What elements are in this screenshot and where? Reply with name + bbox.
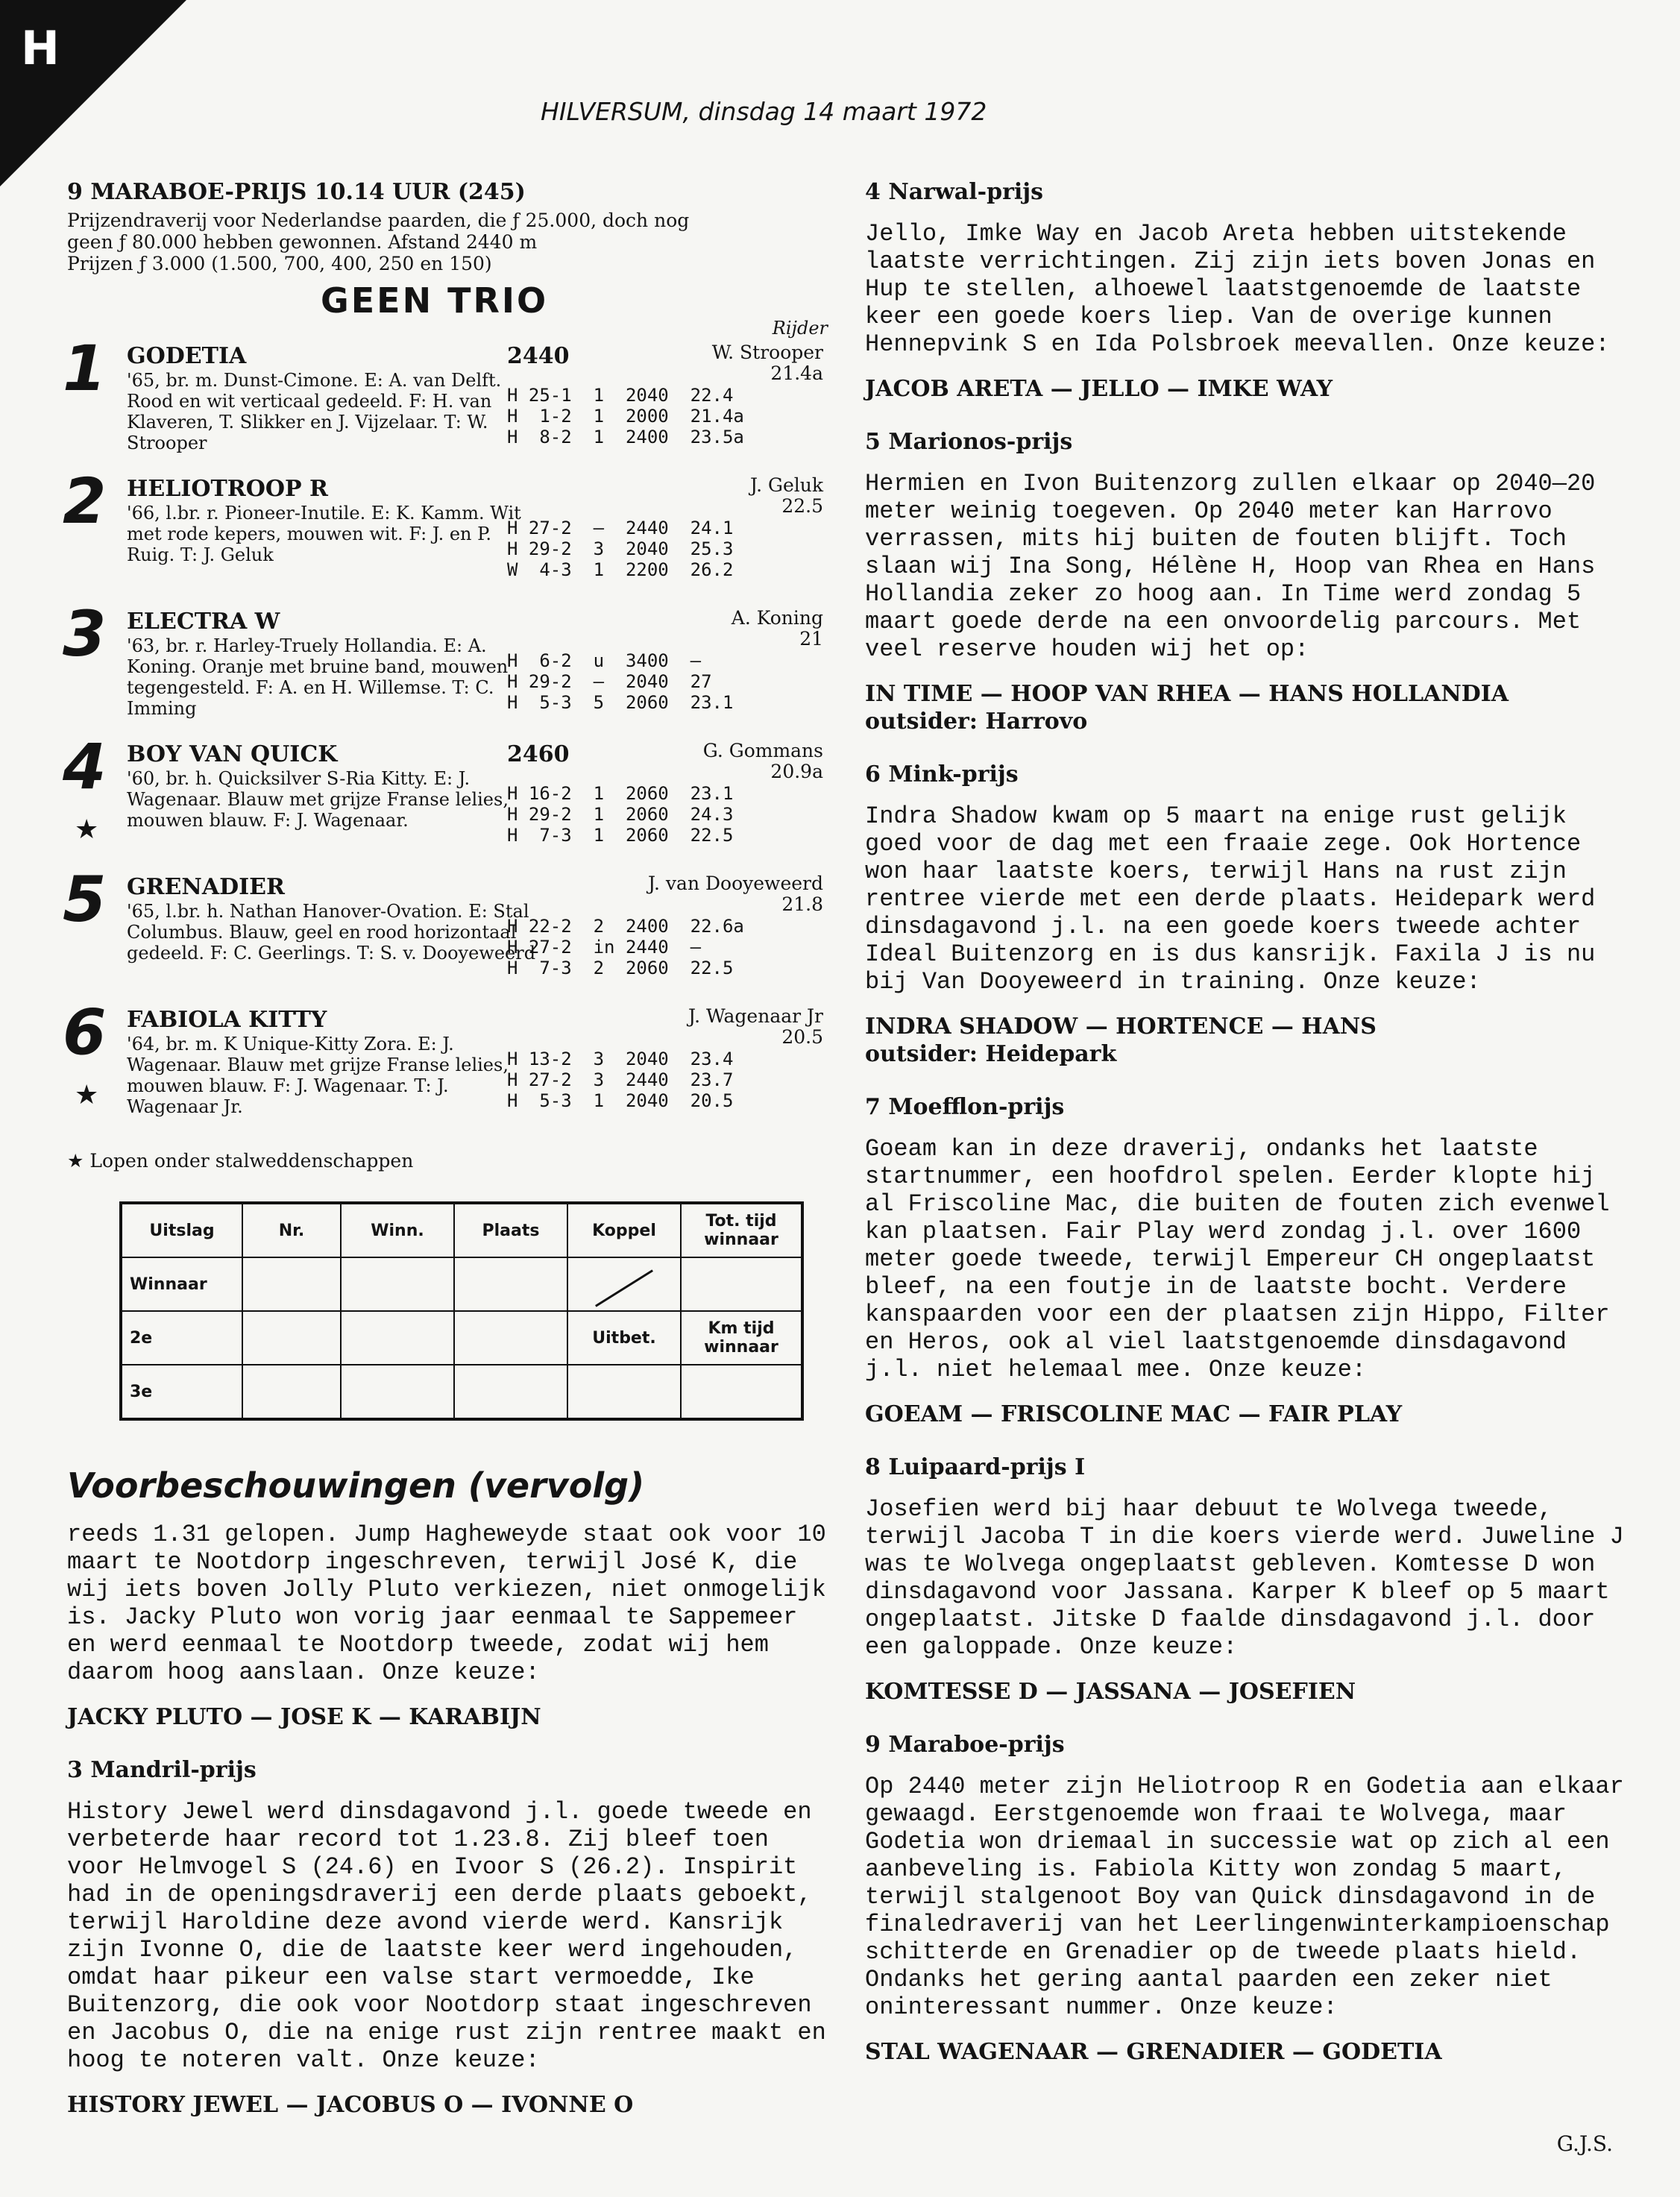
horse-entry bbox=[63, 465, 828, 607]
table-cell bbox=[681, 1257, 802, 1311]
horse-name: FABIOLA KITTY bbox=[127, 1007, 327, 1033]
race-text: Indra Shadow kwam op 5 maart na enige rust gelijk goed voor de dag met een fraaie zege. Ook Hortence won haar laatste koers, terwijl Hans na rust zijn rentree vierde met een derde plaats. Heidepark werd dinsdagavond j.l. na een goede koers tweede achter Ideal Buitenzorg en is dus kansrijk. Faxila J is nu bij Van Dooyeweerd in training. Onze keuze: bbox=[865, 802, 1596, 996]
race-heading: 6 Mink-prijs bbox=[865, 761, 1019, 788]
horse-rating: 21.8 bbox=[781, 893, 823, 915]
table-header: Nr. bbox=[242, 1203, 341, 1257]
race-text: History Jewel werd dinsdagavond j.l. goede tweede en verbeterde haar record tot 1.23.8. Zij bleef toen voor Helmvogel S (24.6) en Ivoor S (26.2). Inspirit had in de openingsdraverij een derde plaats geboekt, terwijl Haroldine deze avond vierde werd. Kansrijk zijn Ivonne O, die de laatste keer werd ingehouden, omdat haar pikeur een valse start vermoedde, Ike Buitenzorg, die ook voor Nootdorp staat ingeschreven en Jacobus O, die na enige rust zijn rentree maakt en hoog te noteren valt. Onze keuze: bbox=[67, 1798, 826, 2074]
horse-distance: 2440 bbox=[507, 343, 570, 369]
signature: G.J.S. bbox=[1556, 2131, 1613, 2156]
intro-paragraph: reeds 1.31 gelopen. Jump Hagheweyde staat ook voor 10 maart te Nootdorp ingeschreven, terwijl José K, die wij iets boven Jolly Pluto verkiezen, niet onmogelijk is. Jacky Pluto won vorig jaar eenmaal te Sappemeer en werd eenmaal te Nootdorp tweede, zodat wij hem daarom hoog aanslaan. Onze keuze: bbox=[67, 1521, 826, 1686]
section-title: Voorbeschouwingen (vervolg) bbox=[67, 1465, 645, 1506]
horse-results bbox=[507, 518, 733, 580]
table-cell bbox=[454, 1257, 567, 1311]
horse-rating: 20.5 bbox=[781, 1026, 823, 1048]
horse-description: '65, br. m. Dunst-Cimone. E: A. van Delft. Rood en wit verticaal gedeeld. F: H. van Klaveren, T. Slikker en J. Vijzelaar. T: W. Strooper bbox=[127, 370, 502, 453]
horse-rating: 20.9a bbox=[770, 761, 823, 782]
race-text: Jello, Imke Way en Jacob Areta hebben uitstekende laatste verrichtingen. Zij zijn iets boven Jonas en Hup te stellen, alhoewel laatstgenoemde de laatste keer een goede koers liep. Van de overige kunnen Hennepvink S en Ida Polsbroek meevallen. Onze keuze: bbox=[865, 220, 1610, 358]
race-heading: 8 Luipaard-prijs I bbox=[865, 1454, 1086, 1480]
horse-description: '63, br. r. Harley-Truely Hollandia. E: A. Koning. Oranje met bruine band, mouwen tegengesteld. F: A. en H. Willemse. T: C. Imming bbox=[127, 635, 509, 719]
horse-results bbox=[507, 916, 744, 978]
table-row-label: Winnaar bbox=[121, 1257, 242, 1311]
horse-list bbox=[63, 332, 828, 1138]
table-cell bbox=[454, 1311, 567, 1365]
race-text: Josefien werd bij haar debuut te Wolvega tweede, terwijl Jacoba T in die koers vierde werd. Juweline J was te Wolvega ongeplaatst gebleven. Komtesse D won dinsdagavond voor Jassana. Karper K bleef op 5 maart ongeplaatst. Jitske D faalde dinsdagavond j.l. door een galoppade. Onze keuze: bbox=[865, 1495, 1624, 1661]
race-pick: JACOB ARETA — JELLO — IMKE WAY bbox=[865, 376, 1333, 402]
race-preview bbox=[865, 1732, 1626, 2065]
horse-rating: 21.4a bbox=[770, 362, 823, 384]
table-cell bbox=[567, 1257, 681, 1311]
result-line: H 29-2 3 2040 25.3 bbox=[507, 538, 734, 559]
rijder-label: Rijder bbox=[772, 318, 828, 339]
horse-number: 4 bbox=[63, 730, 107, 803]
table-cell bbox=[242, 1257, 341, 1311]
table-header: Uitslag bbox=[121, 1203, 242, 1257]
horse-number: 6 bbox=[63, 996, 107, 1069]
uitbet-label: Uitbet. bbox=[567, 1311, 681, 1365]
table-header: Winn. bbox=[341, 1203, 454, 1257]
table-cell bbox=[341, 1257, 454, 1311]
slash-mark bbox=[595, 1269, 653, 1307]
result-line: H 6-2 u 3400 — bbox=[507, 650, 702, 671]
table-cell bbox=[341, 1365, 454, 1419]
horse-description: '64, br. m. K Unique-Kitty Zora. E: J. Wagenaar. Blauw met grijze Franse lelies, mouwen blauw. F: J. Wagenaar. T: J. Wagenaar Jr. bbox=[127, 1034, 509, 1117]
table-row-label: 3e bbox=[121, 1365, 242, 1419]
result-line: H 27-2 in 2440 — bbox=[507, 937, 702, 958]
race-pick: GOEAM — FRISCOLINE MAC — FAIR PLAY bbox=[865, 1401, 1403, 1427]
horse-entry bbox=[63, 730, 828, 873]
result-line: H 27-2 3 2440 23.7 bbox=[507, 1069, 734, 1090]
horse-results bbox=[507, 783, 733, 846]
horse-distance: 2460 bbox=[507, 741, 570, 767]
horse-number: 3 bbox=[63, 597, 107, 670]
horse-description: '65, l.br. h. Nathan Hanover-Ovation. E: Stal Columbus. Blauw, geel en rood horizontaal gedeeld. F: C. Geerlings. T: S. v. Dooyeweerd bbox=[127, 901, 536, 964]
table-row-label: 2e bbox=[121, 1311, 242, 1365]
result-line: H 13-2 3 2040 23.4 bbox=[507, 1049, 734, 1069]
horse-name: ELECTRA W bbox=[127, 609, 280, 635]
result-line: H 22-2 2 2400 22.6a bbox=[507, 916, 744, 937]
horse-rider: A. Koning bbox=[731, 607, 823, 629]
geen-trio-label: GEEN TRIO bbox=[321, 280, 549, 321]
horse-entry bbox=[63, 996, 828, 1138]
result-line: H 8-2 1 2400 23.5a bbox=[507, 427, 744, 447]
table-cell bbox=[242, 1311, 341, 1365]
horse-name: GRENADIER bbox=[127, 874, 285, 900]
horse-rating: 21 bbox=[799, 628, 823, 650]
horse-rider: J. Wagenaar Jr bbox=[688, 1005, 823, 1027]
horse-description: '60, br. h. Quicksilver S-Ria Kitty. E: J. Wagenaar. Blauw met grijze Franse lelies, mouwen blauw. F: J. Wagenaar. bbox=[127, 768, 509, 831]
race-preview bbox=[865, 1454, 1626, 1705]
race-text: Hermien en Ivon Buitenzorg zullen elkaar op 2040—20 meter weinig toegeven. Op 2040 meter kan Harrovo verrassen, mits hij buiten de fouten blijft. Toch slaan wij Ina Song, Hélène H, Hoop van Rhea en Hans Hollandia zeker zo hoog aan. In Time werd zondag 5 maart goede derde na een onvoordelig parcours. Met veel reserve houden wij het op: bbox=[865, 470, 1596, 663]
result-form-table bbox=[119, 1201, 804, 1421]
race-heading: 5 Marionos-prijs bbox=[865, 429, 1073, 455]
horse-number: 2 bbox=[63, 465, 107, 538]
horse-name: HELIOTROOP R bbox=[127, 476, 328, 502]
horse-results bbox=[507, 1049, 733, 1111]
horse-rider: W. Strooper bbox=[711, 342, 823, 363]
race-heading: 9 Maraboe-prijs bbox=[865, 1732, 1065, 1758]
result-line: H 1-2 1 2000 21.4a bbox=[507, 406, 744, 427]
race-heading: 4 Narwal-prijs bbox=[865, 179, 1044, 205]
intro-pick: JACKY PLUTO — JOSE K — KARABIJN bbox=[67, 1704, 541, 1730]
table-cell bbox=[341, 1311, 454, 1365]
race-text: Op 2440 meter zijn Heliotroop R en Godetia aan elkaar gewaagd. Eerstgenoemde won fraai te Wolvega, maar Godetia won driemaal in successie wat op zich al een aanbeveling is. Fabiola Kitty won zondag 5 maart, terwijl stalgenoot Boy van Quick dinsdagavond in de finaledraverij van het Leerlingenwinterkampioenschap schitterde en Grenadier op de tweede plaats hield. Ondanks het gering aantal paarden een zeker niet oninteressant nummer. Onze keuze: bbox=[865, 1773, 1624, 2021]
horse-number: 1 bbox=[63, 332, 107, 405]
race-heading: 3 Mandril-prijs bbox=[67, 1757, 257, 1783]
table-cell bbox=[242, 1365, 341, 1419]
horse-rating: 22.5 bbox=[781, 495, 823, 517]
horse-description: '66, l.br. r. Pioneer-Inutile. E: K. Kamm. Wit met rode kepers, mouwen wit. F: J. en P. Ruig. T: J. Geluk bbox=[127, 503, 521, 565]
result-line: H 27-2 — 2440 24.1 bbox=[507, 518, 734, 538]
table-header: Koppel bbox=[567, 1203, 681, 1257]
km-tijd-label: Km tijd winnaar bbox=[681, 1311, 802, 1365]
race-outsider: outsider: Harrovo bbox=[865, 708, 1088, 735]
table-cell bbox=[681, 1365, 802, 1419]
horse-entry bbox=[63, 332, 828, 474]
horse-rider: J. Geluk bbox=[750, 474, 823, 496]
result-line: H 16-2 1 2060 23.1 bbox=[507, 783, 734, 804]
horse-name: BOY VAN QUICK bbox=[127, 741, 338, 767]
result-line: H 7-3 2 2060 22.5 bbox=[507, 958, 734, 978]
result-line: H 29-2 1 2060 24.3 bbox=[507, 804, 734, 825]
race-text: Goeam kan in deze draverij, ondanks het laatste startnummer, een hoofdrol spelen. Eerder klopte hij al Friscoline Mac, die buiten de fouten zich evenwel kan plaatsen. Fair Play werd zondag j.l. over 1600 meter goede tweede, terwijl Empereur CH ongeplaatst bleef, na een foutje in de laatste bocht. Verdere kanspaarden voor een der plaatsen zijn Hippo, Filter en Heros, ook al viel laatstgenoemde dinsdagavond j.l. niet helemaal mee. Onze keuze: bbox=[865, 1135, 1610, 1383]
table-cell bbox=[454, 1365, 567, 1419]
race-preview bbox=[865, 1094, 1626, 1427]
horse-number: 5 bbox=[63, 863, 107, 936]
star-icon: ★ bbox=[75, 814, 99, 845]
result-line: H 29-2 — 2040 27 bbox=[507, 671, 712, 692]
horse-entry bbox=[63, 863, 828, 1005]
table-header: Tot. tijd winnaar bbox=[681, 1203, 802, 1257]
race-list bbox=[865, 179, 1626, 2065]
star-icon: ★ bbox=[75, 1080, 99, 1110]
race-pick: STAL WAGENAAR — GRENADIER — GODETIA bbox=[865, 2039, 1442, 2065]
race9-condition: geen ƒ 80.000 hebben gewonnen. Afstand 2440 m bbox=[67, 231, 538, 253]
horse-rider: G. Gommans bbox=[702, 740, 823, 761]
race-heading: 7 Moefflon-prijs bbox=[865, 1094, 1065, 1120]
race-outsider: outsider: Heidepark bbox=[865, 1041, 1117, 1067]
table-cell bbox=[567, 1365, 681, 1419]
result-line: W 4-3 1 2200 26.2 bbox=[507, 559, 734, 580]
horse-rider: J. van Dooyeweerd bbox=[647, 873, 823, 894]
horse-results bbox=[507, 650, 733, 713]
race-pick: HISTORY JEWEL — JACOBUS O — IVONNE O bbox=[67, 2092, 634, 2118]
dateline: HILVERSUM, dinsdag 14 maart 1972 bbox=[541, 97, 987, 126]
race-preview bbox=[865, 179, 1626, 402]
race-pick: INDRA SHADOW — HORTENCE — HANS bbox=[865, 1013, 1377, 1040]
result-line: H 5-3 1 2040 20.5 bbox=[507, 1090, 734, 1111]
horse-name: GODETIA bbox=[127, 343, 247, 369]
right-column bbox=[865, 179, 1626, 2065]
horse-entry bbox=[63, 597, 828, 740]
race-pick: IN TIME — HOOP VAN RHEA — HANS HOLLANDIA bbox=[865, 681, 1509, 707]
race-preview bbox=[865, 761, 1626, 1067]
left-column bbox=[63, 179, 828, 2118]
horse-results bbox=[507, 385, 744, 447]
star-note: ★ Lopen onder stalweddenschappen bbox=[67, 1150, 414, 1172]
result-line: H 5-3 5 2060 23.1 bbox=[507, 692, 734, 713]
race9-heading: 9 MARABOE-PRIJS 10.14 UUR (245) bbox=[67, 179, 526, 205]
race-pick: KOMTESSE D — JASSANA — JOSEFIEN bbox=[865, 1679, 1356, 1705]
race9-condition: Prijzendraverij voor Nederlandse paarden, die ƒ 25.000, doch nog bbox=[67, 210, 690, 231]
corner-letter: H bbox=[21, 21, 60, 75]
result-line: H 7-3 1 2060 22.5 bbox=[507, 825, 734, 846]
result-line: H 25-1 1 2040 22.4 bbox=[507, 385, 734, 406]
table-header: Plaats bbox=[454, 1203, 567, 1257]
race-preview bbox=[865, 429, 1626, 735]
race9-condition: Prijzen ƒ 3.000 (1.500, 700, 400, 250 en 150) bbox=[67, 253, 492, 274]
